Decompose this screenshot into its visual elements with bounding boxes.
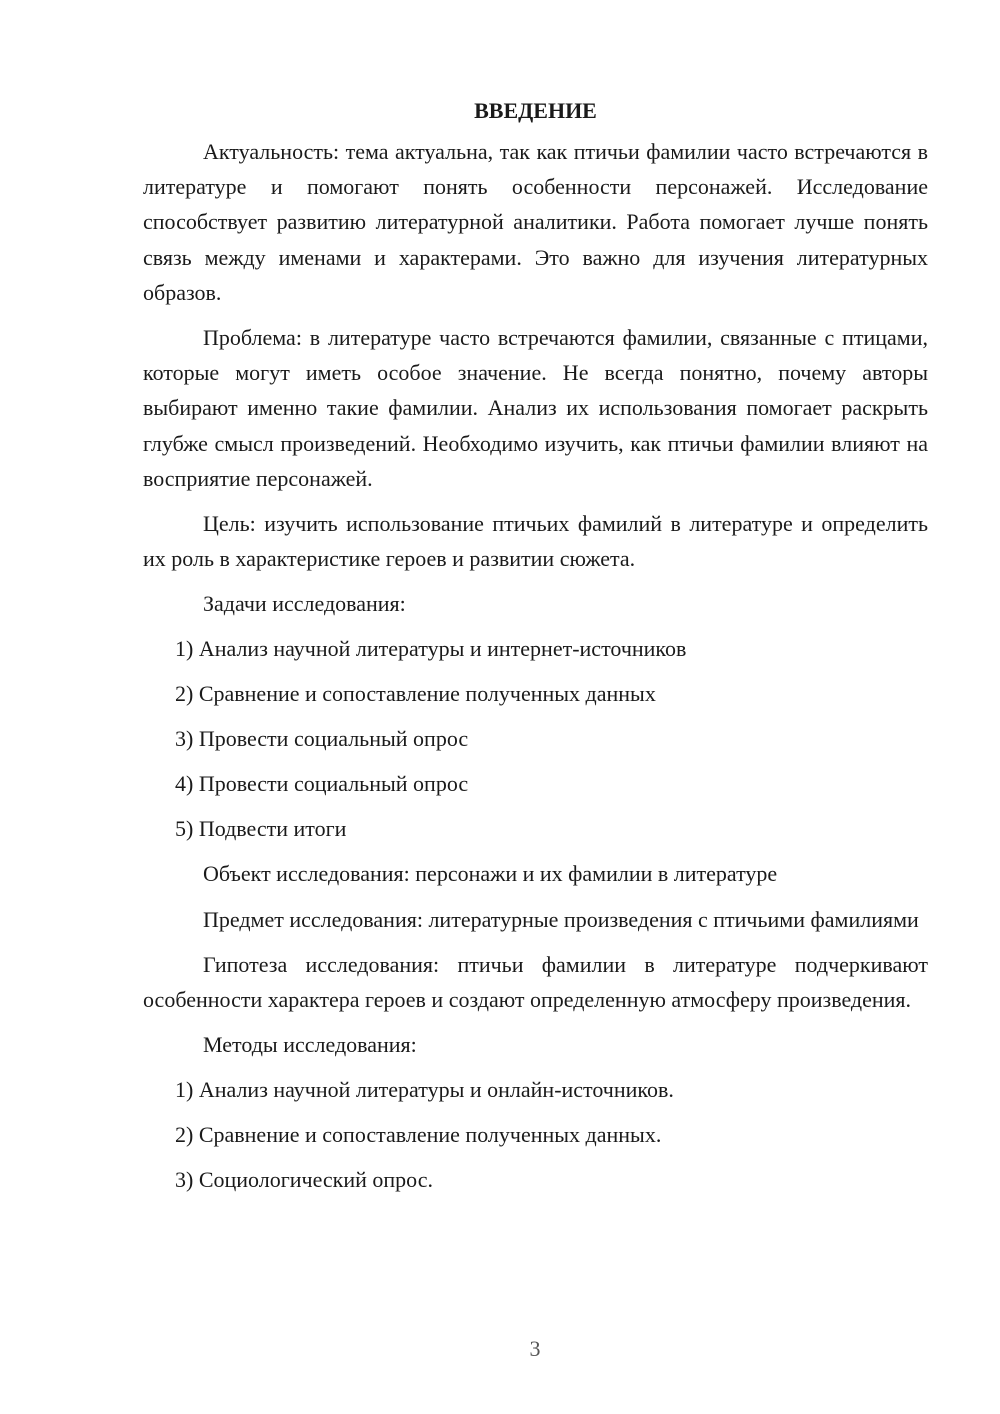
list-item: 3) Социологический опрос. xyxy=(175,1167,433,1193)
subject-paragraph: Предмет исследования: литературные произведения с птичьими фамилиями xyxy=(203,906,919,932)
list-item: 1) Анализ научной литературы и интернет-источников xyxy=(175,636,687,662)
list-item: 5) Подвести итоги xyxy=(175,816,347,842)
relevance-paragraph: Актуальность: тема актуальна, так как птичьи фамилии часто встречаются в литературе и помогают понять особенности персонажей. Исследование способствует развитию литературной аналитики. Работа помогает лучше понять связь между именами и характерами. Это важно для изучения литературных образов. xyxy=(143,139,928,305)
list-item: 2) Сравнение и сопоставление полученных данных xyxy=(175,681,656,707)
methods-list xyxy=(143,1072,928,1197)
methods-label: Методы исследования: xyxy=(203,1032,417,1058)
page-number: 3 xyxy=(529,1336,541,1361)
object-paragraph: Объект исследования: персонажи и их фамилии в литературе xyxy=(203,861,778,887)
list-item: 2) Сравнение и сопоставление полученных данных. xyxy=(175,1122,662,1148)
problem-paragraph: Проблема: в литературе часто встречаются фамилии, связанные с птицами, которые могут иметь особое значение. Не всегда понятно, почему авторы выбирают именно такие фамилии. Анализ их использования помогает раскрыть глубже смысл произведений. Необходимо изучить, как птичьи фамилии влияют на восприятие персонажей. xyxy=(143,325,928,491)
list-item: 4) Провести социальный опрос xyxy=(175,771,469,797)
hypothesis-paragraph: Гипотеза исследования: птичьи фамилии в литературе подчеркивают особенности характера героев и создают определенную атмосферу произведения. xyxy=(143,951,928,1013)
list-item: 3) Провести социальный опрос xyxy=(175,726,469,752)
list-item: 1) Анализ научной литературы и онлайн-источников. xyxy=(175,1077,674,1103)
goal-paragraph: Цель: изучить использование птичьих фамилий в литературе и определить их роль в характеристике героев и развитии сюжета. xyxy=(143,511,928,572)
page-title: ВВЕДЕНИЕ xyxy=(474,98,597,123)
tasks-label: Задачи исследования: xyxy=(203,591,406,617)
document-page xyxy=(143,96,928,1207)
tasks-list xyxy=(143,631,928,846)
